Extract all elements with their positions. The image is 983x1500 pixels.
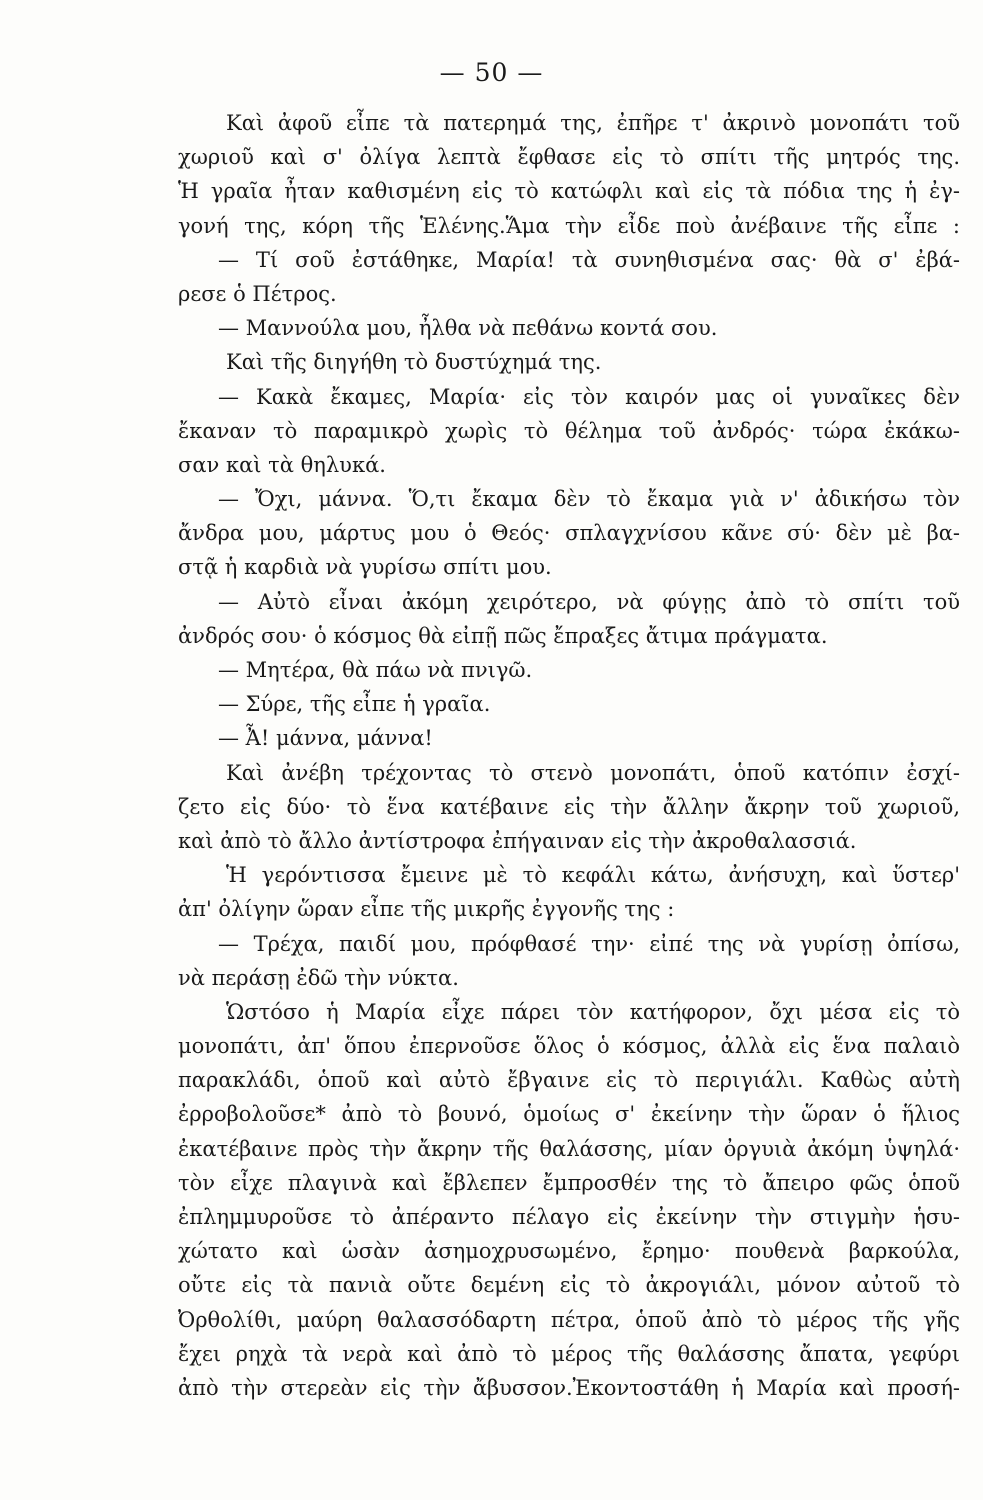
text-line: ἄνδρα μου, μάρτυς μου ὁ Θεός· σπλαγχνίσου κᾶνε σύ· δὲν μὲ βα- bbox=[178, 521, 960, 546]
text-line: σαν καὶ τὰ θηλυκά. bbox=[178, 452, 386, 477]
text-line: παρακλάδι, ὁποῦ καὶ αὐτὸ ἔβγαινε εἰς τὸ περιγιάλι. Καθὼς αὐτὴ bbox=[178, 1068, 960, 1093]
text-line: — Ὄχι, μάννα. Ὅ,τι ἔκαμα δὲν τὸ ἔκαμα γιὰ ν' ἀδικήσω τὸν bbox=[218, 487, 960, 512]
text-line: Ἡ γερόντισσα ἔμεινε μὲ τὸ κεφάλι κάτω, ἀνήσυχη, καὶ ὕστερ' bbox=[226, 863, 960, 888]
text-line: ζετο εἰς δύο· τὸ ἕνα κατέβαινε εἰς τὴν ἄλλην ἄκρην τοῦ χωριοῦ, bbox=[178, 794, 960, 819]
text-line: — Μαννούλα μου, ἦλθα νὰ πεθάνω κοντά σου. bbox=[218, 316, 718, 341]
text-line: ἀπ' ὀλίγην ὥραν εἶπε τῆς μικρῆς ἐγγονῆς της : bbox=[178, 897, 675, 922]
text-line: — Μητέρα, θὰ πάω νὰ πνιγῶ. bbox=[218, 658, 533, 682]
text-line: — Τρέχα, παιδί μου, πρόφθασέ την· εἰπέ της νὰ γυρίσῃ ὀπίσω, bbox=[218, 931, 960, 956]
text-line: ἀνδρός σου· ὁ κόσμος θὰ εἰπῇ πῶς ἔπραξες ἄτιμα πράγματα. bbox=[178, 623, 828, 648]
text-line: γονή της, κόρη τῆς Ἑλένης.Ἅμα τὴν εἶδε ποὺ ἀνέβαινε τῆς εἶπε : bbox=[178, 213, 960, 238]
text-line: — Αὐτὸ εἶναι ἀκόμη χειρότερο, νὰ φύγῃς ἀπὸ τὸ σπίτι τοῦ bbox=[218, 589, 960, 614]
text-line: χωριοῦ καὶ σ' ὀλίγα λεπτὰ ἔφθασε εἰς τὸ σπίτι τῆς μητρός της. bbox=[178, 145, 960, 170]
text-line: τὸν εἶχε πλαγινὰ καὶ ἔβλεπεν ἔμπροσθέν της τὸ ἄπειρο φῶς ὁποῦ bbox=[178, 1170, 960, 1195]
text-line: Ὀρθολίθι, μαύρη θαλασσόδαρτη πέτρα, ὁποῦ ἀπὸ τὸ μέρος τῆς γῆς bbox=[178, 1307, 960, 1332]
text-line: ἀπὸ τὴν στερεὰν εἰς τὴν ἄβυσσον.Ἐκοντοστάθη ἡ Μαρία καὶ προσή- bbox=[178, 1375, 960, 1400]
text-line: — Τί σοῦ ἐστάθηκε, Μαρία! τὰ συνηθισμένα σας· θὰ σ' ἐβά- bbox=[218, 247, 960, 272]
text-line: Καὶ ἀνέβη τρέχοντας τὸ στενὸ μονοπάτι, ὁποῦ κατόπιν ἐσχί- bbox=[226, 760, 960, 785]
text-line: — Κακὰ ἔκαμες, Μαρία· εἰς τὸν καιρόν μας οἱ γυναῖκες δὲν bbox=[218, 384, 960, 409]
text-line: στᾷ ἡ καρδιὰ νὰ γυρίσω σπίτι μου. bbox=[178, 555, 552, 580]
text-line: Ἡ γραῖα ἦταν καθισμένη εἰς τὸ κατώφλι καὶ εἰς τὰ πόδια της ἡ ἐγ- bbox=[178, 179, 960, 204]
text-line: μονοπάτι, ἀπ' ὅπου ἐπερνοῦσε ὅλος ὁ κόσμος, ἀλλὰ εἰς ἕνα παλαιὸ bbox=[178, 1034, 960, 1059]
text-line: καὶ ἀπὸ τὸ ἄλλο ἀντίστροφα ἐπήγαιναν εἰς τὴν ἀκροθαλασσιά. bbox=[178, 828, 857, 853]
text-line: — Σύρε, τῆς εἶπε ἡ γραῖα. bbox=[218, 692, 491, 717]
text-line: Καὶ ἀφοῦ εἶπε τὰ πατερημά της, ἐπῆρε τ' ἀκρινὸ μονοπάτι τοῦ bbox=[226, 111, 960, 135]
text-line: ἐκατέβαινε πρὸς τὴν ἄκρην τῆς θαλάσσης, μίαν ὀργυιὰ ἀκόμη ὑψηλά· bbox=[178, 1136, 960, 1161]
text-line: χώτατο καὶ ὡσὰν ἀσημοχρυσωμένο, ἔρημο· πουθενὰ βαρκούλα, bbox=[178, 1239, 960, 1264]
text-line: οὔτε εἰς τὰ πανιὰ οὔτε δεμένη εἰς τὸ ἀκρογιάλι, μόνον αὐτοῦ τὸ bbox=[178, 1273, 960, 1298]
text-line: νὰ περάσῃ ἐδῶ τὴν νύκτα. bbox=[178, 965, 459, 990]
text-line: ἔχει ρηχὰ τὰ νερὰ καὶ ἀπὸ τὸ μέρος τῆς θαλάσσης ἄπατα, γεφύρι bbox=[178, 1341, 960, 1366]
text-line: ἐρροβολοῦσε* ἀπὸ τὸ βουνό, ὁμοίως σ' ἐκείνην τὴν ὥραν ὁ ἥλιος bbox=[178, 1102, 960, 1127]
text-line: — Ἆ! μάννα, μάννα! bbox=[218, 726, 433, 751]
text-line: ἐπλημμυροῦσε τὸ ἀπέραντο πέλαγο εἰς ἐκείνην τὴν στιγμὴν ἡσυ- bbox=[178, 1205, 960, 1229]
text-line: Ὡστόσο ἡ Μαρία εἶχε πάρει τὸν κατήφορον, ὄχι μέσα εἰς τὸ bbox=[226, 999, 960, 1024]
page-number: — 50 — bbox=[439, 58, 544, 87]
text-line: Καὶ τῆς διηγήθη τὸ δυστύχημά της. bbox=[226, 350, 602, 375]
body-text bbox=[178, 106, 960, 1405]
text-line: ἔκαναν τὸ παραμικρὸ χωρὶς τὸ θέλημα τοῦ ἀνδρός· τώρα ἐκάκω- bbox=[178, 418, 960, 443]
text-line: ρεσε ὁ Πέτρος. bbox=[178, 281, 337, 306]
